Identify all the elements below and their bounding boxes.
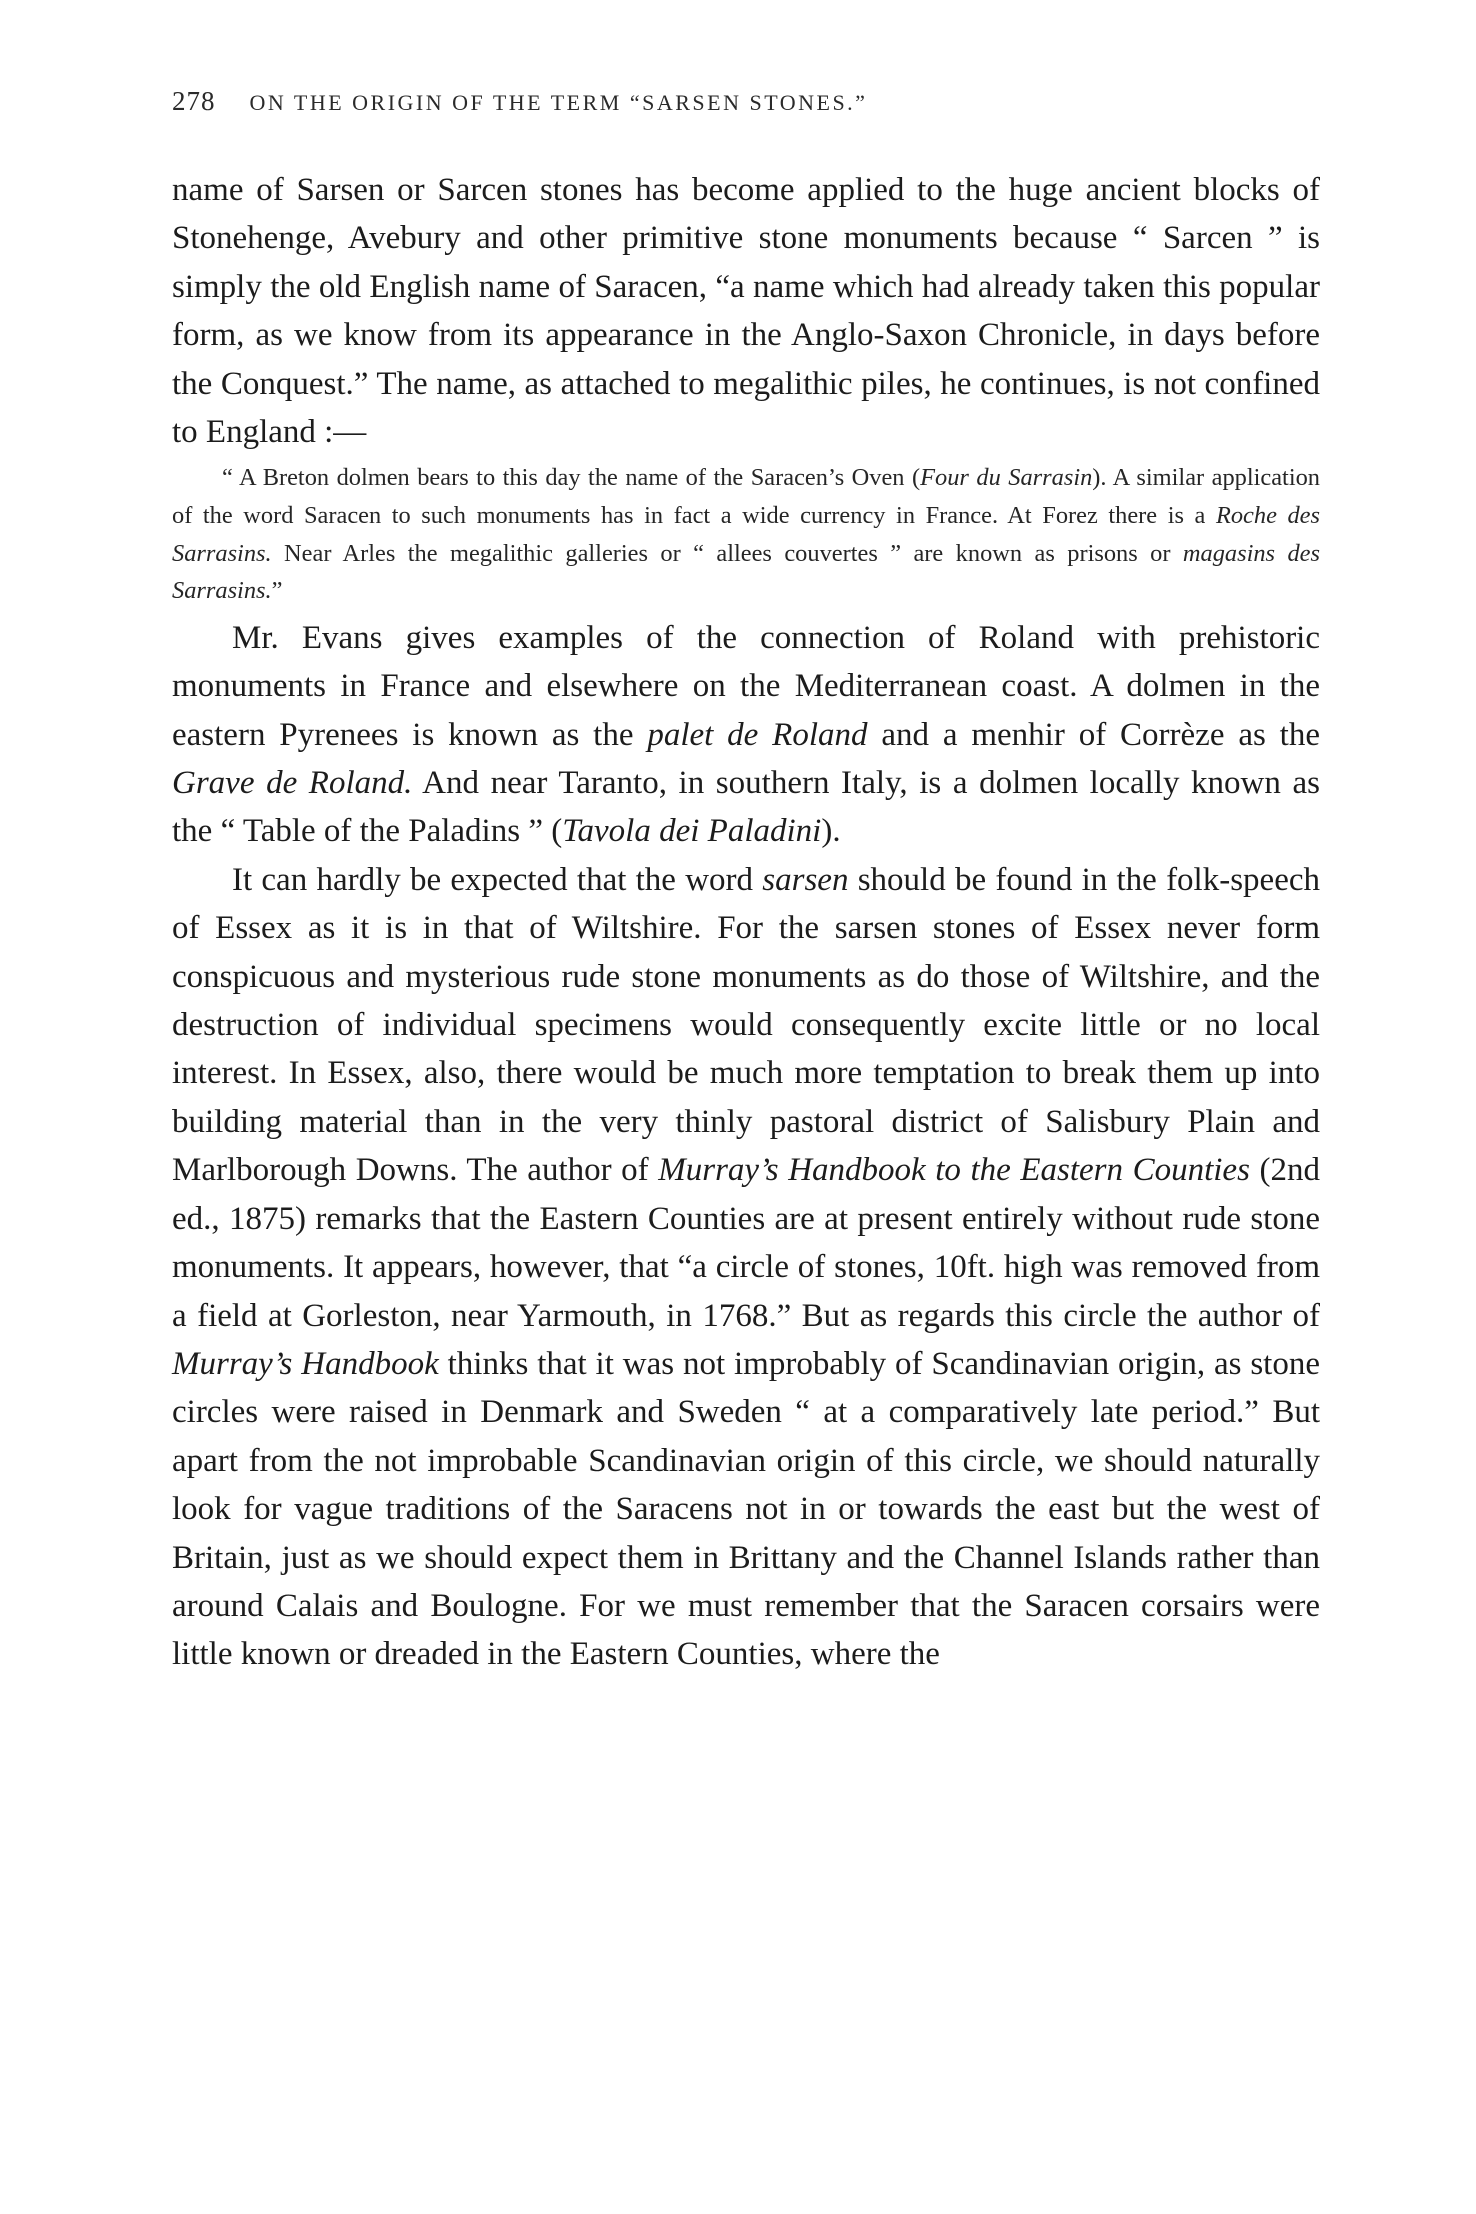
p2-italic-3: Tavola dei Paladini	[562, 813, 822, 850]
paragraph-1: name of Sarsen or Sarcen stones has become applied to the huge ancient blocks of Stonehenge, Avebury and other primitive stone monuments because “ Sarcen ” is simply the old English name of Saracen, “a name which had already taken this popular form, as we know from its appearance in the Anglo-Saxon Chronicle, in days before the Conquest.” The name, as attached to megalithic piles, he continues, is not confined to England :—	[172, 172, 1320, 451]
p2-italic-1: palet de Roland	[647, 716, 868, 753]
quote-paragraph	[172, 459, 1320, 609]
book-page	[172, 86, 1320, 1679]
block-quote	[172, 459, 1320, 609]
paragraph-3	[172, 856, 1320, 1679]
quote-text-2: ). A similar application of the word Saracen to such monuments has in fact a wide currency in France. At Forez there is a	[172, 464, 1320, 530]
p3-text-4: thinks that it was not improbably of Scandinavian origin, as stone circles were raised in Denmark and Sweden “ at a comparatively late period.” But apart from the not improbable Scandinavian origin of this circle, we should naturally look for vague traditions of the Saracens not in or towards the east but the west of Britain, just as we should expect them in Brittany and the Channel Islands rather than around Calais and Boulogne. For we must remember that the Saracen corsairs were little known or dreaded in the Eastern Counties, where the	[172, 1345, 1320, 1673]
quote-italic-1: Four du Sarrasin	[920, 464, 1093, 492]
p2-text-3: And near Taranto, in southern Italy, is a dolmen locally known as the “ Table of the Paladins ” (	[172, 765, 1320, 850]
quote-text-3: Near Arles the megalithic galleries or “ allees couvertes ” are known as prisons or	[271, 539, 1183, 567]
p3-italic-2: Murray’s Handbook to the Eastern Counties	[658, 1152, 1250, 1189]
running-title: ON THE ORIGIN OF THE TERM “SARSEN STONES.”	[249, 90, 868, 115]
p3-italic-1: sarsen	[762, 861, 849, 898]
p2-text-2: and a menhir of Corrèze as the	[867, 716, 1320, 753]
quote-italic-3: magasins des Sarrasins.	[172, 539, 1320, 605]
running-header	[172, 86, 1320, 126]
quote-text-4: ”	[271, 577, 283, 605]
quote-italic-2: Roche des Sarrasins.	[172, 502, 1320, 567]
p2-text-4: ).	[821, 813, 841, 850]
body-text	[172, 166, 1320, 1679]
p3-text-3: (2nd ed., 1875) remarks that the Eastern Counties are at present entirely without rude stone monuments. It appears, however, that “a circle of stones, 10ft. high was removed from a field at Gorleston, near Yarmouth, in 1768.” But as regards this circle the author of	[172, 1152, 1320, 1334]
p2-italic-2: Grave de Roland.	[172, 765, 413, 802]
page-number: 278	[172, 86, 216, 116]
p3-italic-3: Murray’s Handbook	[172, 1345, 439, 1382]
p3-text-2: should be found in the folk-speech of Essex as it is in that of Wiltshire. For the sarsen stones of Essex never form conspicuous and mysterious rude stone monuments as do those of Wiltshire, and the destruction of individual specimens would consequently excite little or no local interest. In Essex, also, there would be much more temptation to break them up into building material than in the very thinly pastoral district of Salisbury Plain and Marlborough Downs. The author of	[172, 861, 1321, 1189]
p2-text-1: Mr. Evans gives examples of the connection of Roland with prehistoric monuments in France and elsewhere on the Mediterranean coast. A dolmen in the eastern Pyrenees is known as the	[172, 619, 1320, 753]
quote-text-1: “ A Breton dolmen bears to this day the name of the Saracen’s Oven (	[222, 464, 921, 492]
p3-text-1: It can hardly be expected that the word	[232, 861, 763, 898]
paragraph-2	[172, 614, 1320, 856]
